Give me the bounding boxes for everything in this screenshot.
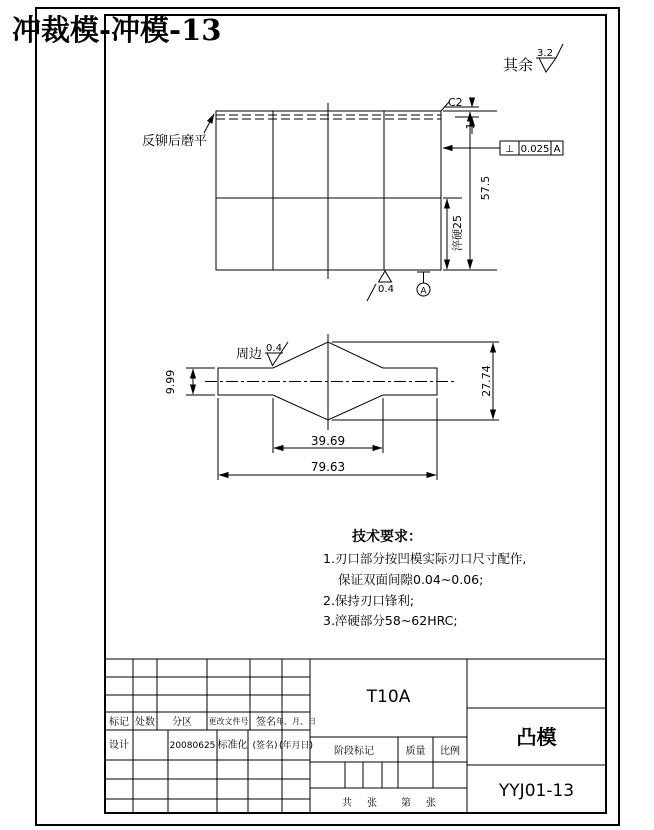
sheet-total-unit: 张 xyxy=(367,798,377,809)
hardened-depth-dim: 淬硬25 xyxy=(451,215,464,251)
date-placeholder: (年月日) xyxy=(278,741,314,751)
col-mark: 标记 xyxy=(109,717,129,728)
fcf-datum-ref: A xyxy=(553,144,561,155)
rivet-note: 反铆后磨平 xyxy=(142,134,208,149)
bottom-roughness-value: 0.4 xyxy=(378,284,394,295)
design-label: 设计 xyxy=(109,740,129,751)
stage-mark-label: 阶段标记 xyxy=(334,746,374,757)
bottom-roughness xyxy=(367,271,394,301)
thickness-dim: 9.99 xyxy=(164,369,177,395)
sheet-index-label: 第 xyxy=(401,798,411,809)
front-view xyxy=(142,96,563,301)
chamfer-dim: C2 xyxy=(448,96,463,109)
scale-label: 比例 xyxy=(440,746,460,757)
sheet-index-unit: 张 xyxy=(426,798,436,809)
mass-label: 质量 xyxy=(405,746,426,757)
qiyu-label: 其余 xyxy=(503,56,534,74)
part-name: 凸模 xyxy=(516,725,557,749)
standardization-label: 标准化 xyxy=(217,740,248,751)
roughness-value: 3.2 xyxy=(537,48,553,59)
tech-line-2: 保证双面间隙0.04~0.06; xyxy=(338,572,484,587)
tech-title: 技术要求： xyxy=(352,529,422,545)
page-title: 冲裁模-冲模-13 xyxy=(12,13,222,47)
design-date: 20080625 xyxy=(169,741,216,751)
general-roughness-note xyxy=(503,44,563,74)
sheet-total-label: 共 xyxy=(342,798,352,809)
fcf-perpendicularity xyxy=(443,141,563,155)
total-width-dim: 79.63 xyxy=(310,460,346,474)
tolerance-value: 0.025 xyxy=(520,144,550,155)
blade-height-dim: 27.74 xyxy=(480,365,493,397)
col-date: 年、月、日 xyxy=(276,717,316,726)
inner-width-dim: 39.69 xyxy=(310,434,346,448)
datum-label: A xyxy=(420,286,427,297)
sign-placeholder: (签名) xyxy=(252,741,278,751)
tech-line-3: 2.保持刃口锋利; xyxy=(323,593,415,608)
material: T10A xyxy=(366,687,411,707)
height-dim: 57.5 xyxy=(479,175,492,201)
title-block xyxy=(105,659,606,813)
grind-allowance-dim: 1 xyxy=(464,122,477,130)
datum-a-symbol xyxy=(417,272,430,297)
perimeter-label: 周边 xyxy=(235,347,263,362)
perimeter-roughness-value: 0.4 xyxy=(266,343,282,354)
col-change-doc: 更改文件号 xyxy=(208,717,249,726)
tech-line-1: 1.刃口部分按凹模实际刃口尺寸配作, xyxy=(323,551,527,566)
profile-view xyxy=(164,334,499,480)
col-zone: 分区 xyxy=(172,717,192,728)
tech-requirements xyxy=(323,528,526,628)
drawing-number: YYJ01-13 xyxy=(498,781,575,801)
perpendicularity-icon: ⊥ xyxy=(505,144,514,155)
col-count: 处数 xyxy=(135,717,155,728)
col-signature: 签名 xyxy=(256,717,276,728)
perimeter-roughness xyxy=(236,342,288,366)
tech-line-4: 3.淬硬部分58~62HRC; xyxy=(323,613,458,628)
